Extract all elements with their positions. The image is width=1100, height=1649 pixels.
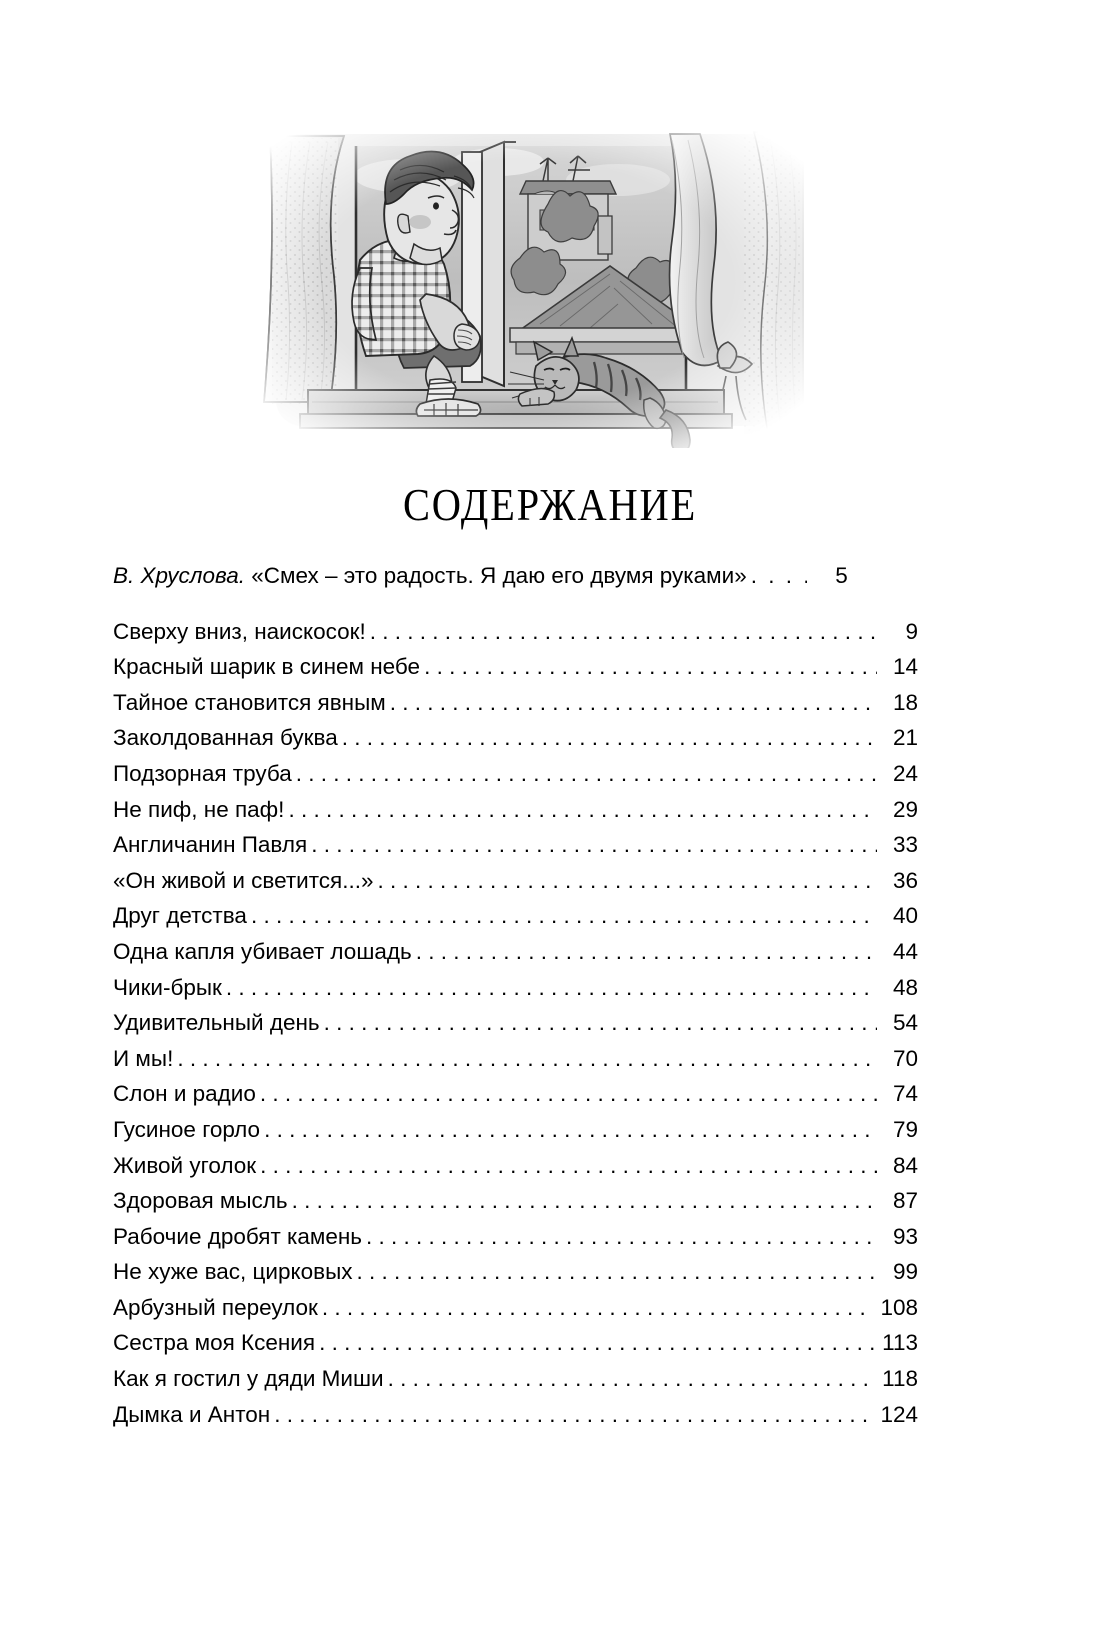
toc-entry-title: Тайное становится явным — [113, 689, 386, 715]
dot-leader — [251, 905, 877, 928]
dot-leader — [226, 977, 877, 1000]
toc-entry-label — [113, 558, 751, 594]
toc-entry[interactable] — [113, 1148, 918, 1184]
toc-entry-title: Живой уголок — [113, 1152, 257, 1178]
toc-entry-title: Сестра моя Ксения — [113, 1330, 316, 1356]
dot-leader — [342, 727, 877, 750]
dot-leader — [751, 565, 807, 588]
toc-entry-title: Подзорная труба — [113, 760, 292, 786]
dot-leader — [311, 834, 877, 857]
toc-entry-page: 5 — [835, 563, 848, 588]
toc-entry[interactable] — [113, 970, 918, 1006]
chapter-illustration — [248, 118, 804, 448]
toc-entry-page: 14 — [892, 654, 918, 680]
toc-entry-title: Не пиф, не паф! — [113, 796, 285, 822]
toc-entry-title: Как я гостил у дяди Миши — [113, 1366, 384, 1392]
toc-entry[interactable] — [113, 756, 918, 792]
toc-entry[interactable] — [113, 649, 918, 685]
toc-entry-page: 93 — [892, 1223, 918, 1249]
dot-leader — [264, 1119, 877, 1142]
toc-entry[interactable] — [113, 614, 918, 650]
toc-entry-title: Чики-брык — [113, 974, 222, 1000]
table-of-contents — [113, 558, 918, 1432]
toc-entry-page: 29 — [892, 796, 918, 822]
dot-leader — [324, 1012, 877, 1035]
toc-entry-title: «Смех – это радость. Я даю его двумя руками» — [251, 563, 747, 588]
toc-entry-page: 87 — [892, 1188, 918, 1214]
toc-entry-page: 113 — [882, 1330, 918, 1356]
toc-entry-title: Друг детства — [113, 903, 247, 929]
toc-entry[interactable] — [113, 1005, 918, 1041]
toc-entry-page: 54 — [892, 1010, 918, 1036]
dot-leader — [424, 656, 877, 679]
toc-entry-page: 70 — [892, 1045, 918, 1071]
toc-entry-title: Не хуже вас, цирковых — [113, 1259, 353, 1285]
dot-leader — [416, 941, 877, 964]
toc-entry-title: «Он живой и светится...» — [113, 867, 374, 893]
toc-entry[interactable] — [113, 1112, 918, 1148]
toc-entry-page: 21 — [892, 725, 918, 751]
dot-leader — [322, 1297, 874, 1320]
toc-entry[interactable] — [113, 1076, 918, 1112]
toc-entry-title: Англичанин Павля — [113, 832, 308, 858]
toc-entry[interactable] — [113, 1361, 918, 1397]
toc-entry-page: 74 — [892, 1081, 918, 1107]
toc-entry[interactable] — [113, 1219, 918, 1255]
toc-entry-title: И мы! — [113, 1045, 174, 1071]
toc-entry-title: Рабочие дробят камень — [113, 1223, 363, 1249]
toc-entry[interactable] — [113, 1397, 918, 1433]
toc-entry-page: 84 — [892, 1152, 918, 1178]
toc-entry-title: Сверху вниз, наискосок! — [113, 618, 366, 644]
toc-entry-page: 40 — [892, 903, 918, 929]
dot-leader — [357, 1261, 877, 1284]
dot-leader — [366, 1226, 877, 1249]
dot-leader — [296, 763, 877, 786]
toc-entry-page: 36 — [892, 867, 918, 893]
toc-entry[interactable] — [113, 1325, 918, 1361]
dot-leader — [370, 621, 877, 644]
dot-leader — [319, 1332, 875, 1355]
toc-entry-page: 44 — [892, 938, 918, 964]
dot-leader — [288, 799, 877, 822]
toc-entry[interactable] — [113, 934, 918, 970]
toc-entry-title: Слон и радио — [113, 1081, 256, 1107]
toc-entry-title: Заколдованная буква — [113, 725, 338, 751]
toc-entry-page: 124 — [880, 1401, 918, 1427]
dot-leader — [378, 870, 877, 893]
toc-entry-title: Одна капля убивает лошадь — [113, 938, 412, 964]
toc-entry[interactable] — [113, 1041, 918, 1077]
toc-entry-title: Арбузный переулок — [113, 1294, 318, 1320]
toc-entry[interactable] — [113, 685, 918, 721]
toc-entry-author: В. Хруслова. — [113, 563, 246, 588]
toc-entry[interactable] — [113, 792, 918, 828]
toc-entry[interactable] — [113, 1290, 918, 1326]
toc-entry[interactable] — [113, 863, 918, 899]
toc-entry-page: 9 — [905, 618, 918, 644]
toc-entry-title: Красный шарик в синем небе — [113, 654, 421, 680]
dot-leader — [390, 692, 877, 715]
toc-entry[interactable] — [113, 1183, 918, 1219]
toc-entry-title: Гусиное горло — [113, 1116, 261, 1142]
dot-leader — [388, 1368, 876, 1391]
toc-entry-page: 118 — [882, 1366, 918, 1392]
toc-entry[interactable] — [113, 720, 918, 756]
toc-entry-page: 24 — [892, 760, 918, 786]
toc-entry-page: 99 — [892, 1259, 918, 1285]
toc-entry[interactable] — [113, 1254, 918, 1290]
toc-entry-title: Дымка и Антон — [113, 1401, 271, 1427]
toc-entry-page: 108 — [880, 1294, 918, 1320]
toc-entry[interactable] — [113, 827, 918, 863]
boy-on-windowsill-with-cat-illustration — [248, 118, 804, 448]
toc-entry-title: Здоровая мысль — [113, 1188, 288, 1214]
toc-entry-page: 18 — [892, 689, 918, 715]
toc-entry-page: 48 — [892, 974, 918, 1000]
dot-leader — [274, 1404, 873, 1427]
dot-leader — [292, 1190, 877, 1213]
toc-entry-page: 79 — [892, 1116, 918, 1142]
toc-entry-preface[interactable] — [113, 558, 918, 594]
dot-leader — [260, 1083, 877, 1106]
toc-entry-list — [113, 614, 918, 1433]
toc-entry[interactable] — [113, 898, 918, 934]
page-title: СОДЕРЖАНИЕ — [403, 479, 697, 530]
dot-leader — [177, 1048, 877, 1071]
toc-entry-page: 33 — [892, 832, 918, 858]
dot-leader — [260, 1155, 877, 1178]
toc-entry-title: Удивительный день — [113, 1010, 320, 1036]
